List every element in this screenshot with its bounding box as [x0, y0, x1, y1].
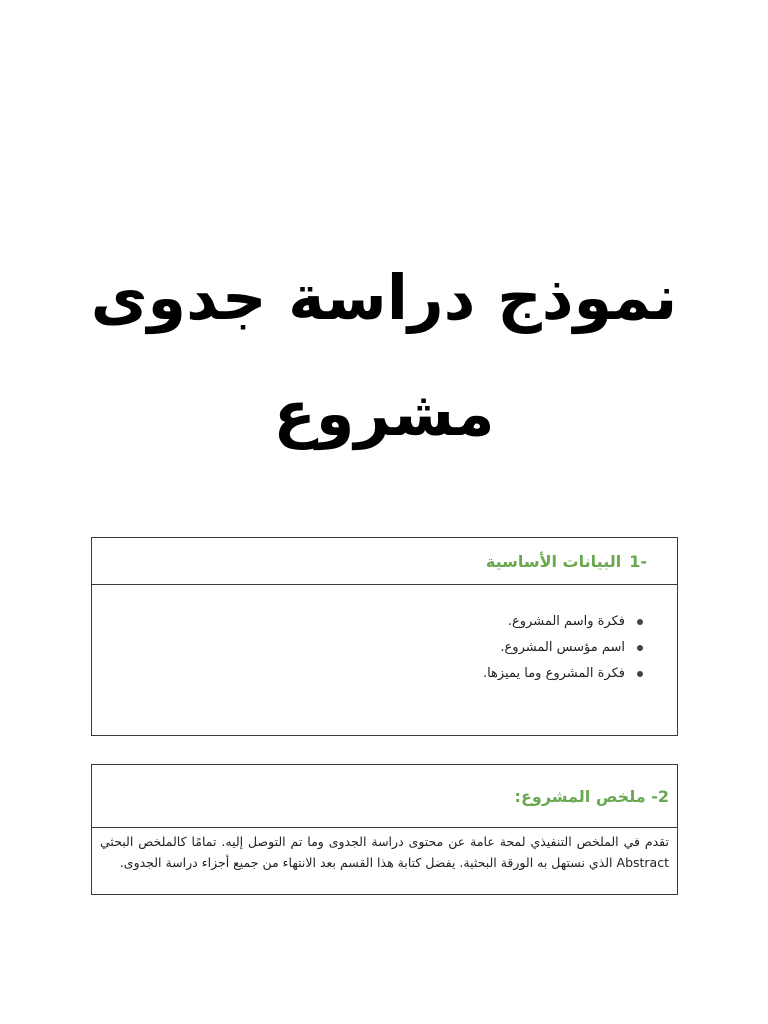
document-title-line-1: نموذج دراسة جدوى — [90, 261, 678, 334]
project-summary-section — [91, 764, 678, 895]
list-item — [92, 609, 625, 635]
list-item-text: اسم مؤسس المشروع. — [500, 640, 625, 655]
document-title-line-2: مشروع — [273, 377, 495, 450]
list-item-text: فكرة واسم المشروع. — [507, 614, 625, 629]
bullet-icon — [637, 645, 643, 651]
bullet-icon — [637, 671, 643, 677]
project-summary-heading: 2- ملخص المشروع: — [514, 786, 669, 806]
document-title — [60, 240, 708, 472]
project-summary-text: تقدم في الملخص التنفيذي لمحة عامة عن محتوى دراسة الجدوى وما تم التوصل إليه. تمامًا كالملخص البحثي Abstract الذي نستهل به الورقة البحثية. يفضل كتابة هذا القسم بعد الانتهاء من جميع أجزاء دراسة الجدوى. — [100, 834, 669, 870]
project-summary-header — [92, 765, 677, 828]
basic-info-heading: البيانات الأساسية — [485, 551, 622, 571]
basic-info-number: -1 — [629, 551, 647, 571]
basic-info-section — [91, 537, 678, 736]
basic-info-header — [92, 538, 677, 585]
list-item-text: فكرة المشروع وما يميزها. — [482, 666, 625, 681]
bullet-icon — [637, 619, 643, 625]
list-item — [92, 661, 625, 687]
basic-info-list — [92, 585, 677, 687]
list-item — [92, 635, 625, 661]
